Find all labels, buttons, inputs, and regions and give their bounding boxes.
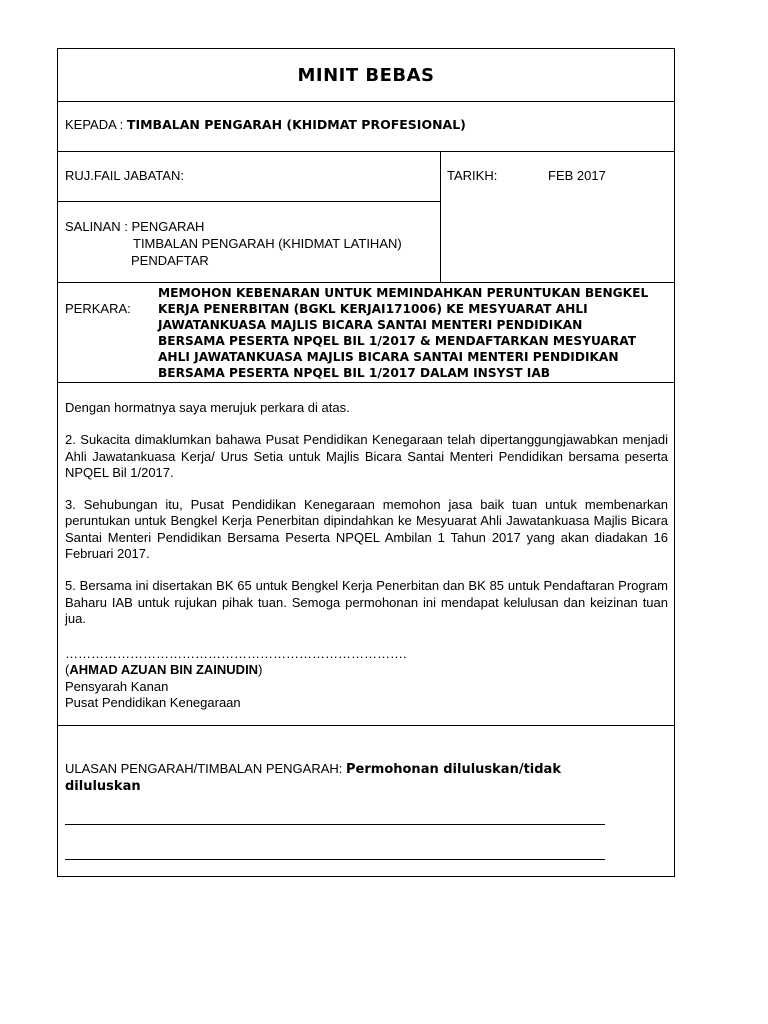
- body-paragraph: 5. Bersama ini disertakan BK 65 untuk Bengkel Kerja Penerbitan dan BK 85 untuk Pendaftaran Program Baharu IAB untuk rujukan pihak tuan. Semoga permohonan ini mendapat kelulusan dan keizinan tuan jua.: [65, 578, 668, 626]
- salinan-label: SALINAN :: [65, 219, 128, 234]
- salinan-line: PENDAFTAR: [131, 253, 209, 268]
- tarikh-value: FEB 2017: [548, 168, 606, 183]
- signature-dots: …………………………………………………………………….: [65, 646, 407, 661]
- kepada-label: KEPADA :: [65, 117, 124, 132]
- minute-form: [57, 48, 675, 877]
- body-paragraph: 3. Sehubungan itu, Pusat Pendidikan Kenegaraan memohon jasa baik tuan untuk membenarkan peruntukan untuk Bengkel Kerja Penerbitan dipindahkan ke Mesyuarat Ahli Jawatankuasa Majlis Bicara Santai Menteri Pendidikan Bersama Peserta NPQEL Ambilan 1 Tahun 2017 yang akan diadakan 16 Februari 2017.: [65, 497, 668, 562]
- paren-close: ): [258, 662, 263, 678]
- ulasan-label: ULASAN PENGARAH/TIMBALAN PENGARAH:: [65, 761, 347, 776]
- signature-position: Pensyarah Kanan: [65, 678, 169, 694]
- divider: [58, 201, 440, 202]
- perkara-line: KERJA PENERBITAN (BGKL KERJAI171006) KE MESYUARAT AHLI: [158, 302, 588, 316]
- ulasan-block: [65, 761, 625, 795]
- column-divider: [440, 151, 441, 282]
- perkara-line: JAWATANKUASA MAJLIS BICARA SANTAI MENTERI PENDIDIKAN: [158, 318, 583, 332]
- kepada-value: TIMBALAN PENGARAH (KHIDMAT PROFESIONAL): [126, 117, 466, 132]
- body-paragraph: Dengan hormatnya saya merujuk perkara di atas.: [65, 400, 350, 415]
- divider: [58, 101, 674, 102]
- perkara-line: MEMOHON KEBENARAN UNTUK MEMINDAHKAN PERUNTUKAN BENGKEL: [158, 286, 649, 300]
- signature-block: [65, 646, 407, 711]
- form-title: MINIT BEBAS: [297, 64, 435, 86]
- perkara-subject: [158, 285, 663, 381]
- paren-open: (: [65, 662, 70, 678]
- divider: [58, 151, 674, 152]
- signature-department: Pusat Pendidikan Kenegaraan: [65, 694, 241, 710]
- memo-body: [65, 400, 668, 643]
- divider: [58, 382, 674, 383]
- signature-name-line: [65, 662, 407, 678]
- tarikh-label: TARIKH:: [447, 168, 498, 183]
- kepada-row: [65, 117, 466, 132]
- perkara-line: BERSAMA PESERTA NPQEL BIL 1/2017 & MENDAFTARKAN MESYUARAT: [158, 334, 637, 348]
- divider: [58, 282, 674, 283]
- perkara-line: AHLI JAWATANKUASA MAJLIS BICARA SANTAI MENTERI PENDIDIKAN: [158, 350, 619, 364]
- comment-line: [65, 824, 605, 825]
- divider: [58, 725, 674, 726]
- salinan-line: TIMBALAN PENGARAH (KHIDMAT LATIHAN): [133, 236, 402, 251]
- ulasan-value: Permohonan diluluskan/tidak diluluskan: [65, 762, 561, 794]
- perkara-label: PERKARA:: [65, 301, 131, 316]
- salinan-line: PENGARAH: [131, 219, 205, 234]
- comment-line: [65, 859, 605, 860]
- signature-name: AHMAD AZUAN BIN ZAINUDIN: [69, 662, 259, 678]
- perkara-line: BERSAMA PESERTA NPQEL BIL 1/2017 DALAM INSYST IAB: [158, 366, 551, 380]
- body-paragraph: 2. Sukacita dimaklumkan bahawa Pusat Pendidikan Kenegaraan telah dipertanggungjawabkan menjadi Ahli Jawatankuasa Kerja/ Urus Setia untuk Majlis Bicara Santai Menteri Pendidikan bersama peserta NPQEL Bil 1/2017.: [65, 432, 668, 480]
- salinan-block: [65, 218, 402, 269]
- ruj-fail-label: RUJ.FAIL JABATAN:: [65, 168, 184, 183]
